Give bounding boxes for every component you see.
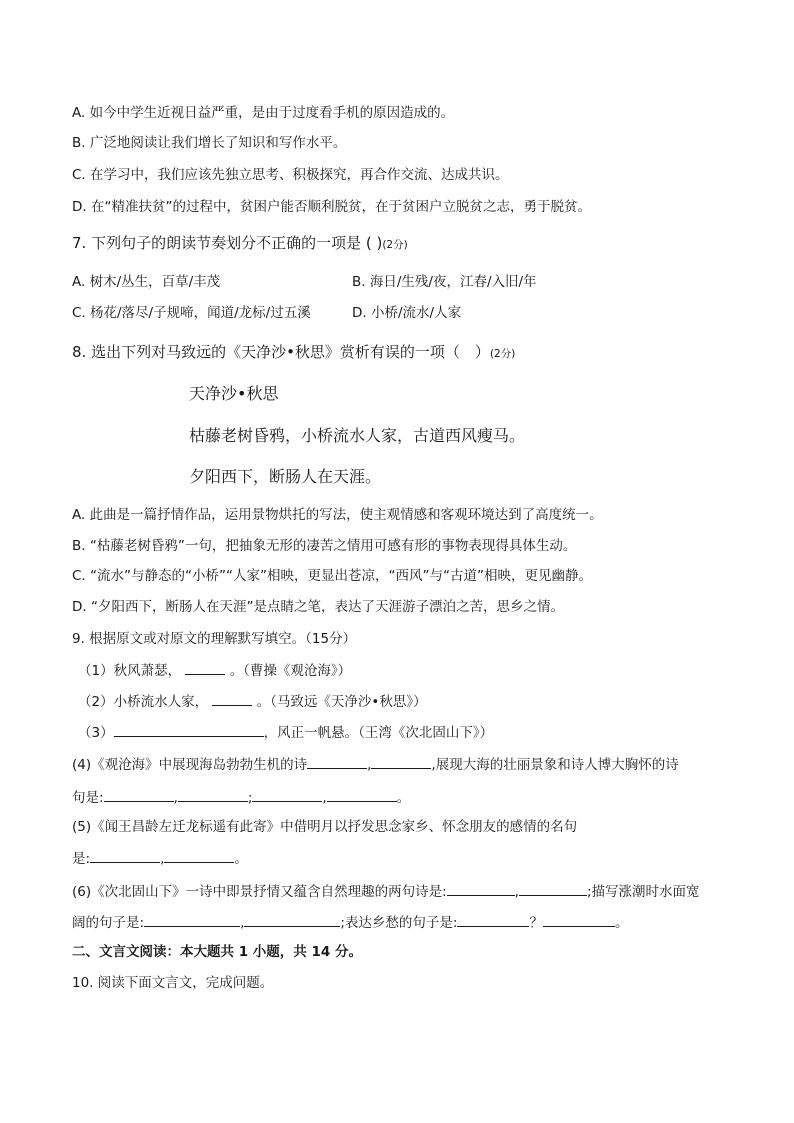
q9-item-5-line2 <box>72 849 248 868</box>
q9-6-text-d: ;表达乡愁的句子是: <box>340 915 458 931</box>
fill-blank[interactable] <box>327 788 397 802</box>
q7-option-c: C. 杨花/落尽/子规啼，闻道/龙标/过五溪 <box>72 305 311 321</box>
fill-blank[interactable] <box>447 882 515 896</box>
q9-item-5-line1: (5)《闻王昌龄左迁龙标遥有此寄》中借明月以抒发思念家乡、怀念朋友的感情的名句 <box>72 819 578 835</box>
q9-item-3 <box>78 723 493 742</box>
q9-item-1 <box>78 661 351 680</box>
q9-item-6-line1 <box>72 882 700 901</box>
q9-1-prefix: （1）秋风萧瑟， <box>78 663 182 679</box>
q7-stem-text: 7. 下列句子的朗读节奏划分不正确的一项是 ( ) <box>72 234 383 252</box>
q6-option-b: B. 广泛地阅读让我们增长了知识和写作水平。 <box>72 135 347 151</box>
fill-blank[interactable] <box>114 723 264 737</box>
q7-stem <box>72 234 408 254</box>
q9-item-4-line1 <box>72 755 679 774</box>
q9-stem: 9. 根据原文或对原文的理解默写填空。（15分） <box>72 631 357 647</box>
q6-option-c: C. 在学习中，我们应该先独立思考、积极探究，再合作交流、达成共识。 <box>72 167 509 183</box>
q8-score: (2分) <box>489 348 516 360</box>
q9-2-prefix: （2）小桥流水人家， <box>78 694 209 710</box>
poem-line-1: 枯藤老树昏鸦，小桥流水人家，古道西风瘦马。 <box>189 426 526 445</box>
q9-4-text-a: (4)《观沧海》中展现海岛勃勃生机的诗 <box>72 757 308 773</box>
q8-option-a: A. 此曲是一篇抒情作品，运用景物烘托的写法，使主观情感和客观环境达到了高度统一。 <box>72 507 603 523</box>
q6-option-a: A. 如今中学生近视日益严重，是由于过度看手机的原因造成的。 <box>72 105 455 121</box>
q9-6-end: 。 <box>614 915 629 931</box>
q9-6-comma: , <box>514 884 519 900</box>
q9-item-2 <box>78 692 427 711</box>
fill-blank[interactable] <box>244 913 340 927</box>
poem-line-2: 夕阳西下，断肠人在天涯。 <box>189 467 382 486</box>
q7-option-d: D. 小桥/流水/人家 <box>352 305 462 321</box>
fill-blank[interactable] <box>212 692 252 706</box>
q9-6-text-b: ;描写涨潮时水面宽 <box>586 884 700 900</box>
section-heading: 二、文言文阅读：本大题共 1 小题，共 14 分。 <box>72 944 362 960</box>
q9-6-text-a: (6)《次北固山下》一诗中即景抒情又蕴含自然理趣的两句诗是: <box>72 884 447 900</box>
fill-blank[interactable] <box>307 755 367 769</box>
q9-5-text-b: 是: <box>72 851 91 867</box>
q7-score: (2分) <box>382 239 408 251</box>
fill-blank[interactable] <box>164 849 234 863</box>
poem-title: 天净沙•秋思 <box>189 384 279 403</box>
fill-blank[interactable] <box>104 788 174 802</box>
q9-4-semicolon: ; <box>247 790 253 806</box>
q7-option-a: A. 树木/丛生，百草/丰茂 <box>72 274 221 290</box>
q9-4-text-c: 句是: <box>72 790 104 806</box>
q8-option-d: D. “夕阳西下，断肠人在天涯”是点睛之笔，表达了天涯游子漂泊之苦，思乡之情。 <box>72 599 564 615</box>
fill-blank[interactable] <box>457 913 529 927</box>
q9-4-comma-3: , <box>322 790 327 806</box>
q8-option-c: C. “流水”与静态的“小桥”“人家”相映，更显出苍凉，“西风”与“古道”相映，更见幽静。 <box>72 568 592 584</box>
q9-4-text-b: ,展现大海的壮丽景象和诗人博大胸怀的诗 <box>431 757 679 773</box>
q9-item-4-line2 <box>72 788 410 807</box>
q9-1-suffix: 。（曹操《观沧海》） <box>229 663 352 679</box>
fill-blank[interactable] <box>144 913 240 927</box>
q8-stem <box>72 343 515 363</box>
q9-6-question: ？ <box>529 915 543 931</box>
q9-6-comma-2: , <box>240 915 245 931</box>
q10-stem: 10. 阅读下面文言文，完成问题。 <box>72 975 274 991</box>
q8-option-b: B. “枯藤老树昏鸦”一句，把抽象无形的凄苦之情用可感有形的事物表现得具体生动。 <box>72 538 577 554</box>
q9-2-suffix: 。（马致远《天净沙•秋思》） <box>256 694 427 710</box>
q7-option-b: B. 海日/生残/夜，江春/入旧/年 <box>352 274 537 290</box>
fill-blank[interactable] <box>185 661 225 675</box>
q9-5-comma: , <box>160 851 165 867</box>
q9-4-comma-2: , <box>173 790 178 806</box>
q6-option-d: D. 在“精准扶贫”的过程中，贫困户能否顺利脱贫，在于贫困户立脱贫之志，勇于脱贫。 <box>72 199 591 215</box>
q9-3-prefix: （3） <box>78 725 114 741</box>
fill-blank[interactable] <box>90 849 160 863</box>
fill-blank[interactable] <box>371 755 431 769</box>
q8-stem-text: 8. 选出下列对马致远的《天净沙•秋思》赏析有误的一项（ ） <box>72 343 490 361</box>
q9-3-suffix: ，风正一帆悬。（王湾《次北固山下》） <box>263 725 494 741</box>
fill-blank[interactable] <box>543 913 615 927</box>
q9-item-6-line2 <box>72 913 628 932</box>
fill-blank[interactable] <box>519 882 587 896</box>
fill-blank[interactable] <box>178 788 248 802</box>
q9-5-end: 。 <box>234 851 248 867</box>
q9-4-comma: , <box>367 757 372 773</box>
fill-blank[interactable] <box>252 788 322 802</box>
q9-6-text-c: 阔的句子是: <box>72 915 145 931</box>
q9-4-end: 。 <box>396 790 411 806</box>
